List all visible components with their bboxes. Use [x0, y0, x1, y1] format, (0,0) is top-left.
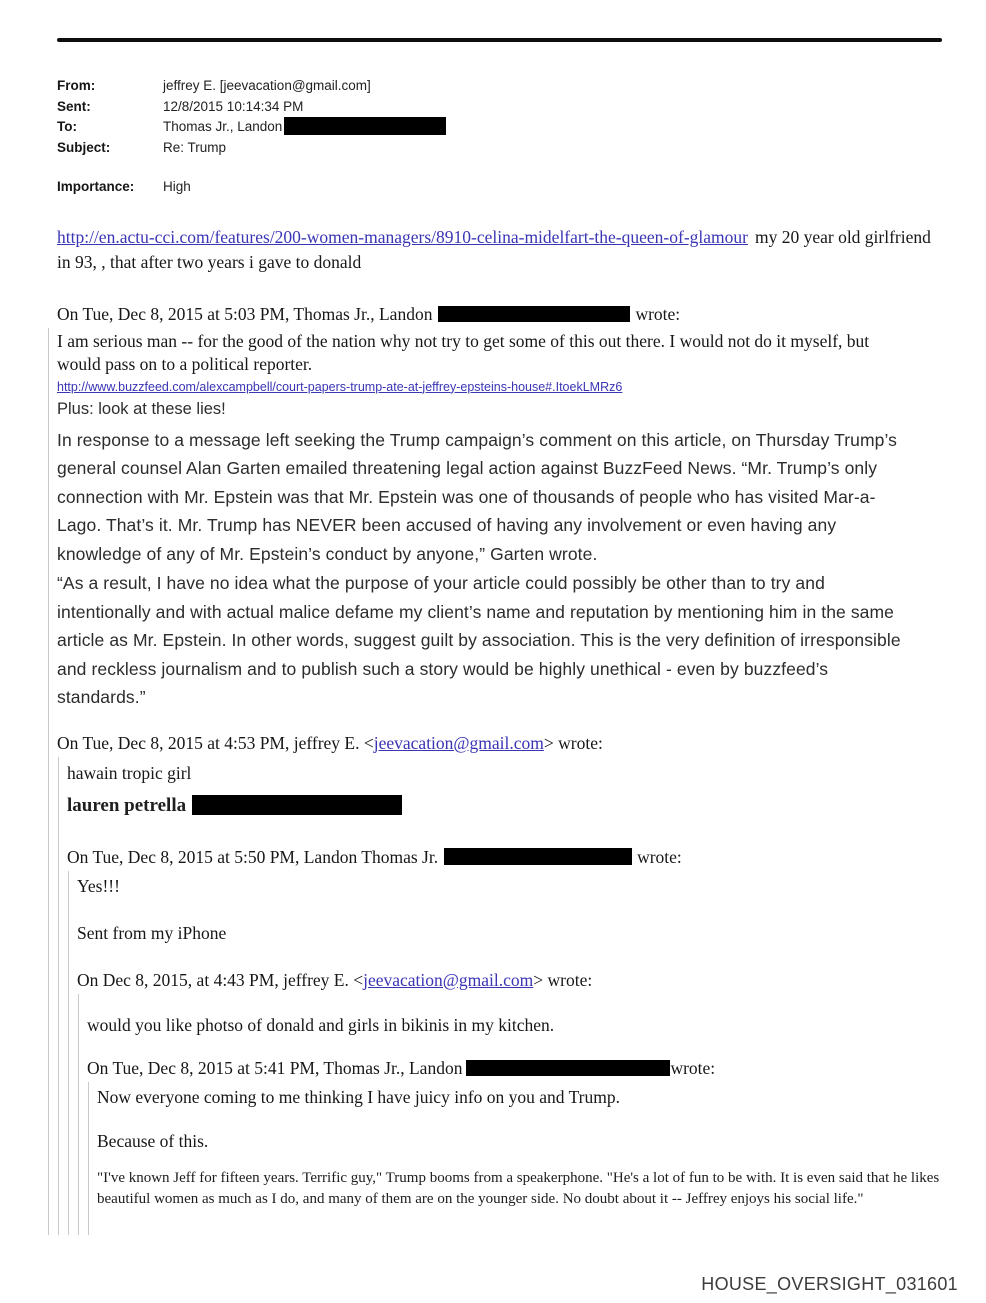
attribution-5-41pm: On Tue, Dec 8, 2015 at 5:41 PM, Thomas Jr., Landon wrote: [87, 1057, 716, 1078]
buzzfeed-link-line [57, 379, 944, 395]
from-label: From: [57, 78, 96, 93]
yes-line: Yes!!! [77, 875, 120, 896]
quote-trailing-space [97, 1211, 944, 1235]
to-label: To: [57, 119, 77, 134]
header-row-from [57, 76, 944, 97]
hawain-tropic-line: hawain tropic girl [67, 762, 192, 783]
to-value: Thomas Jr., Landon [163, 117, 446, 138]
quote-level-4 [78, 994, 944, 1235]
sent-from-iphone-line: Sent from my iPhone [77, 922, 227, 943]
importance-label: Importance: [57, 179, 135, 194]
photos-offer-line: would you like photso of donald and girls in bikinis in my kitchen. [87, 1014, 555, 1035]
because-of-this-line: Because of this. [97, 1130, 209, 1151]
attribution-4-43pm: On Dec 8, 2015, at 4:43 PM, jeffrey E. <jeevacation@gmail.com> wrote: [77, 969, 593, 990]
from-value: jeffrey E. [jeevacation@gmail.com] [163, 78, 371, 93]
attribution-5-03pm: On Tue, Dec 8, 2015 at 5:03 PM, Thomas Jr., Landon wrote: [57, 303, 681, 324]
quote-level-2 [58, 757, 944, 1235]
sent-value: 12/8/2015 10:14:34 PM [163, 98, 304, 114]
redaction-bar [466, 1060, 670, 1076]
redaction-bar [284, 117, 446, 135]
redaction-bar [192, 795, 402, 815]
garten-statement-paragraph-1: In response to a message left seeking the Trump campaign’s comment on this article, on Thursday Trump’s general counsel Alan Garten emailed threatening legal action against BuzzFeed News. “Mr. Trump’s only connection with Mr. Epstein was that Mr. Epstein was one of thousands of people who has visited Mar-a-Lago. That’s it. Mr. Trump has NEVER been accused of having any involvement or even having any knowledge of any of Mr. Epstein’s conduct by anyone,” Garten wrote. [57, 429, 898, 564]
redaction-bar [438, 306, 630, 322]
quote-level-3 [68, 871, 944, 1235]
header-row-to [57, 117, 944, 138]
serious-man-paragraph: I am serious man -- for the good of the nation why not try to get some of this out there. I would not do it myself, but would pass on to a political reporter. [57, 330, 870, 374]
header-row-subject [57, 138, 944, 159]
lauren-petrella-line: lauren petrella [67, 794, 944, 818]
quote-level-1 [48, 328, 944, 1235]
email-header [57, 76, 944, 198]
subject-label: Subject: [57, 139, 111, 155]
jeevacation-email-link[interactable]: jeevacation@gmail.com [363, 969, 534, 990]
subject-value: Re: Trump [163, 139, 227, 155]
buzzfeed-article-link[interactable]: http://www.buzzfeed.com/alexcampbell/court-papers-trump-ate-at-jeffrey-epsteins-house#.ItoekLMRz6 [57, 379, 623, 394]
celina-article-link[interactable]: http://en.actu-cci.com/features/200-women-managers/8910-celina-midelfart-the-queen-of-glamour [57, 226, 748, 247]
attribution-5-50pm: On Tue, Dec 8, 2015 at 5:50 PM, Landon Thomas Jr. wrote: [67, 846, 682, 867]
top-message-paragraph [57, 225, 937, 275]
top-message-text: my 20 year old girlfriend in 93, , that after two years i gave to donald [57, 226, 931, 272]
redaction-bar [444, 848, 632, 865]
top-divider-rule [57, 38, 942, 42]
header-row-importance [57, 177, 944, 198]
sent-label: Sent: [57, 98, 91, 114]
importance-value: High [163, 179, 191, 194]
bates-number: HOUSE_OVERSIGHT_031601 [701, 1274, 958, 1294]
header-row-sent [57, 97, 944, 118]
trump-speakerphone-quote: "I've known Jeff for fifteen years. Terrific guy," Trump booms from a speakerphone. "He's a lot of fun to be with. It is even said that he likes beautiful women as much as I do, and many of them are on the younger side. No doubt about it -- Jeffrey enjoys his social life." [97, 1169, 940, 1207]
quote-level-5 [88, 1082, 944, 1235]
juicy-info-line: Now everyone coming to me thinking I have juicy info on you and Trump. [97, 1086, 620, 1107]
attribution-4-53pm: On Tue, Dec 8, 2015 at 4:53 PM, jeffrey E. <jeevacation@gmail.com> wrote: [57, 732, 603, 753]
jeevacation-email-link[interactable]: jeevacation@gmail.com [373, 732, 544, 753]
plus-lies-line: Plus: look at these lies! [57, 399, 226, 418]
garten-statement-paragraph-2: “As a result, I have no idea what the purpose of your article could possibly be other than to try and intentionally and with actual malice defame my client’s name and reputation by mentioning him in the same article as Mr. Epstein. In other words, suggest guilt by association. This is the very definition of irresponsible and reckless journalism and to publish such a story would be highly unethical - even by buzzfeed’s standards.” [57, 573, 901, 707]
